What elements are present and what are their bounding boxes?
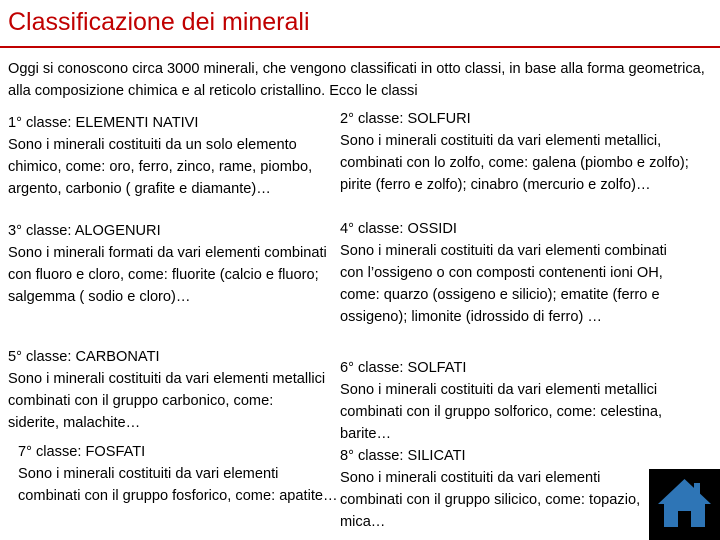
class-5-block: [8, 346, 328, 434]
class-2-prefix: 2° classe:: [340, 111, 408, 127]
home-icon: [649, 469, 720, 540]
class-5-text: Sono i minerali costituiti da vari elementi metallici combinati con il gruppo carbonico, come: siderite, malachite…: [8, 371, 326, 431]
class-8-name: SILICATI: [407, 448, 466, 464]
class-4-block: [340, 218, 690, 328]
class-3-block: [8, 220, 328, 308]
page-title: Classificazione dei minerali: [8, 8, 310, 36]
class-3-text: Sono i minerali formati da vari elementi combinati con fluoro e cloro, come: fluorite (calcio e fluoro; salgemma ( sodio e cloro)…: [8, 245, 327, 305]
class-5-name: CARBONATI: [75, 349, 160, 365]
class-7-block: [18, 441, 338, 507]
home-button[interactable]: [649, 469, 720, 540]
class-8-block: [340, 445, 645, 533]
intro-text: Oggi si conoscono circa 3000 minerali, che vengono classificati in otto classi, in base alla forma geometrica, alla composizione chimica e al reticolo cristallino. Ecco le classi: [8, 61, 705, 99]
class-6-prefix: 6° classe:: [340, 360, 408, 376]
class-8-prefix: 8° classe:: [340, 448, 408, 464]
class-3-prefix: 3° classe:: [8, 223, 75, 239]
class-8-text: Sono i minerali costituiti da vari elementi combinati con il gruppo silicico, come: topazio, mica…: [340, 470, 641, 530]
class-7-name: FOSFATI: [85, 444, 146, 460]
class-1-text: Sono i minerali costituiti da un solo elemento chimico, come: oro, ferro, zinco, rame, piombo, argento, carbonio ( grafite e diamante)…: [8, 137, 313, 197]
class-3-name: ALOGENURI: [74, 223, 161, 239]
class-7-text: Sono i minerali costituiti da vari elementi combinati con il gruppo fosforico, come: apatite…: [18, 466, 338, 504]
title-divider: [0, 46, 720, 48]
class-4-prefix: 4° classe:: [340, 221, 408, 237]
class-6-text: Sono i minerali costituiti da vari elementi metallici combinati con il gruppo solforico, come: celestina, barite…: [340, 382, 663, 442]
class-2-name: SOLFURI: [407, 111, 471, 127]
class-6-name: SOLFATI: [407, 360, 467, 376]
class-5-prefix: 5° classe:: [8, 349, 76, 365]
class-4-name: OSSIDI: [407, 221, 457, 237]
class-2-text: Sono i minerali costituiti da vari elementi metallici, combinati con lo zolfo, come: galena (piombo e zolfo); pirite (ferro e zolfo); cinabro (mercurio e zolfo)…: [340, 133, 689, 193]
class-4-text: Sono i minerali costituiti da vari elementi combinati con l’ossigeno o con composti contenenti ioni OH, come: quarzo (ossigeno e silicio); ematite (ferro e ossigeno); limonite (idrossido di ferro) …: [340, 243, 667, 325]
class-1-name: ELEMENTI NATIVI: [75, 115, 199, 131]
class-1-block: [8, 112, 328, 200]
class-7-prefix: 7° classe:: [18, 444, 86, 460]
class-1-prefix: 1° classe:: [8, 115, 76, 131]
class-2-block: [340, 108, 690, 196]
class-6-block: [340, 357, 670, 445]
